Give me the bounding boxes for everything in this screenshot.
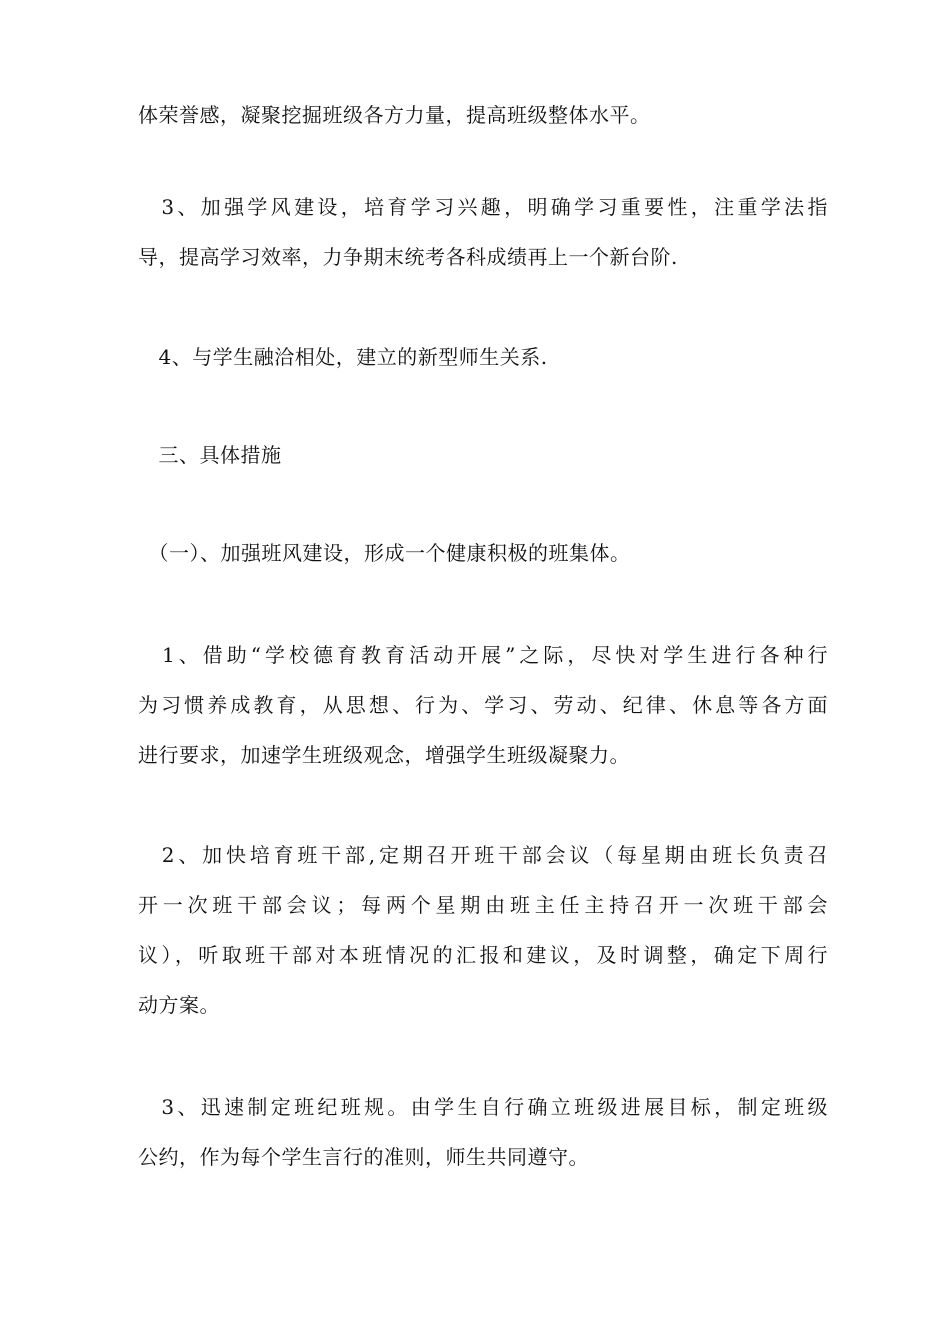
paragraph-class-cadres bbox=[138, 830, 828, 1030]
text-line: 3、加强学风建设，培育学习兴趣，明确学习重要性，注重学法指 bbox=[138, 195, 828, 219]
text-line: 议），听取班干部对本班情况的汇报和建议，及时调整，确定下周行 bbox=[138, 943, 828, 967]
text-line: 导，提高学习效率，力争期末统考各科成绩再上一个新台阶. bbox=[138, 245, 678, 269]
text-line: 1、借助“学校德育教育活动开展”之际，尽快对学生进行各种行 bbox=[138, 643, 828, 667]
text-line: 3、迅速制定班纪班规。由学生自行确立班级进展目标，制定班级 bbox=[138, 1095, 828, 1119]
text-line: 为习惯养成教育，从思想、行为、学习、劳动、纪律、休息等各方面 bbox=[138, 693, 828, 717]
paragraph-relationship bbox=[138, 332, 828, 382]
subsection-heading bbox=[138, 528, 828, 578]
text-line: 三、具体措施 bbox=[138, 443, 282, 467]
text-line: 动方案。 bbox=[138, 993, 220, 1017]
text-line: 进行要求，加速学生班级观念，增强学生班级凝聚力。 bbox=[138, 743, 630, 767]
paragraph-moral-education bbox=[138, 630, 828, 780]
text-line: 4、与学生融洽相处，建立的新型师生关系. bbox=[138, 345, 548, 369]
paragraph-class-rules bbox=[138, 1082, 828, 1182]
paragraph-study-style bbox=[138, 182, 828, 282]
text-line: （一）、加强班风建设，形成一个健康积极的班集体。 bbox=[138, 541, 631, 565]
paragraph-honor bbox=[138, 90, 828, 140]
text-line: 2、加快培育班干部,定期召开班干部会议（每星期由班长负责召 bbox=[138, 843, 828, 867]
text-line: 公约，作为每个学生言行的准则，师生共同遵守。 bbox=[138, 1145, 589, 1169]
text-line: 体荣誉感，凝聚挖掘班级各方力量，提高班级整体水平。 bbox=[138, 103, 651, 127]
text-line: 开一次班干部会议；每两个星期由班主任主持召开一次班干部会 bbox=[138, 893, 828, 917]
section-heading bbox=[138, 430, 828, 480]
